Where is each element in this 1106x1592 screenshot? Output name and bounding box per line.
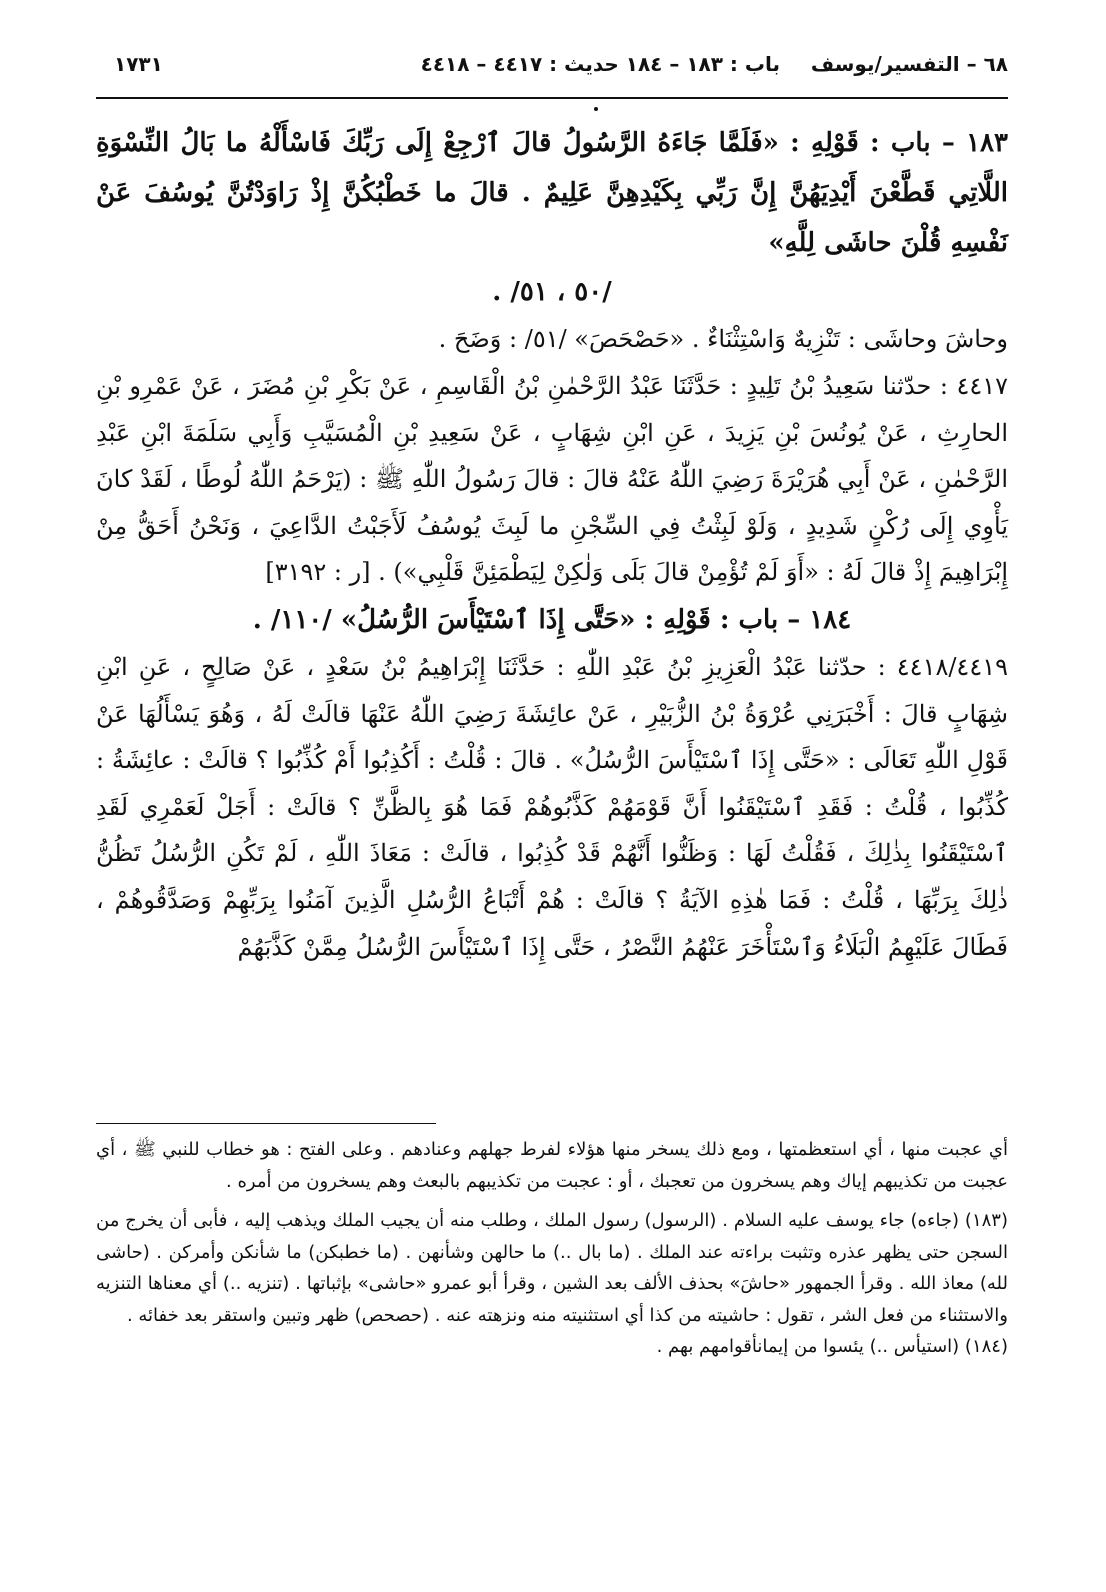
footnote-183: (١٨٣) (جاءه) جاء يوسف عليه السلام . (الرسول) رسول الملك ، وطلب منه أن يجيب الملك ويذهب إليه ، فأبى أن يخرج من السجن حتى يظهر عذره وتثبت براءته عند الملك . (ما بال ..) ما حالهن وشأنهن . (ما خطبكن) ما شأنكن وأمركن . (حاشى لله) معاذ الله . وقرأ الجمهور «حاشَ» بحذف الألف بعد الشين ، وقرأ أبو عمرو «حاشى» بإثباتها . (تنزيه ..) أي معناها التنزيه والاستثناء من فعل الشر ، تقول : حاشيته من كذا أي استثنيته منه ونزهته عنه . (حصحص) ظهر وتبين واستقر بعد خفائه . xyxy=(96,1210,1008,1326)
section-183-heading: ١٨٣ – باب : قَوْلِهِ : «فَلَمَّا جَاءَهُ الرَّسُولُ قالَ ٱرْجِعْ إِلَى رَبِّكَ فَاسْأَلْهُ ما بَالُ النِّسْوَةِ اللَّاتِي قَطَّعْنَ أَيْدِيَهُنَّ إِنَّ رَبِّي بِكَيْدِهِنَّ عَلِيمٌ . قالَ ما خَطْبُكُنَّ إِذْ رَاوَدْتُنَّ يُوسُفَ عَنْ نَفْسِهِ قُلْنَ حاشَى لِلَّهِ» xyxy=(96,128,1008,258)
section-183-verse-ref: /٥٠ ، ٥١/ . xyxy=(492,277,612,307)
section-184-heading: ١٨٤ – باب : قَوْلِهِ : «حَتَّى إِذَا ٱسْتَيْأَسَ الرُّسُلُ» /١١٠/ . xyxy=(252,604,852,635)
hadith-4417: ٤٤١٧ : حدّثنا سَعِيدُ بْنُ تَلِيدٍ : حَدَّثَنَا عَبْدُ الرَّحْمٰنِ بْنُ الْقَاسِمِ ، عَنْ بَكْرِ بْنِ مُضَرَ ، عَنْ عَمْرِو بْنِ الحارِثِ ، عَنْ يُونُسَ بْنِ يَزِيدَ ، عَنِ ابْنِ شِهَابٍ ، عَنْ سَعِيدِ بْنِ الْمُسَيَّبِ وَأَبِي سَلَمَةَ ابْنِ عَبْدِ الرَّحْمٰنِ ، عَنْ أَبِي هُرَيْرَةَ رَضِيَ اللّٰهُ عَنْهُ قالَ : قالَ رَسُولُ اللّٰهِ ﷺ : (يَرْحَمُ اللّٰهُ لُوطًا ، لَقَدْ كانَ يَأْوِي إِلَى رُكْنٍ شَدِيدٍ ، وَلَوْ لَبِثْتُ فِي السِّجْنِ ما لَبِثَ يُوسُفُ لَأَجَبْتُ الدَّاعِيَ ، وَنَحْنُ أَحَقُّ مِنْ إِبْرَاهِيمَ إِذْ قالَ لَهُ : «أَوَ لَمْ تُؤْمِنْ قالَ بَلَى وَلٰكِنْ لِيَطْمَئِنَّ قَلْبِي») . [ر : ٣١٩٢] xyxy=(96,372,1008,587)
footnote-continuation: أي عجبت منها ، أي استعظمتها ، ومع ذلك يسخر منها هؤلاء لفرط جهلهم وعنادهم . وعلى الفتح : هو خطاب للنبي ﷺ ، أي عجبت من تكذيبهم إياك وهم يسخرون من تعجبك ، أو : عجبت من تكذيبهم بالبعث وهم يسخرون من أمره . xyxy=(96,1139,1008,1192)
header-chapter-ref: باب : ١٨٣ – ١٨٤ حديث : ٤٤١٧ – ٤٤١٨ xyxy=(420,52,780,76)
footnote-184: (١٨٤) (استيأس ..) يئسوا من إيمانأقوامهم بهم . xyxy=(656,1336,1008,1357)
header-divider xyxy=(96,97,1008,99)
section-183-gloss: وحاشَ وحاشَى : تَنْزِيهٌ وَاسْتِثْنَاءٌ . «حَصْحَصَ» /٥١/ : وَضَحَ . xyxy=(438,325,1008,353)
ornament-dot xyxy=(594,107,598,111)
hadith-4418: ٤٤١٨/٤٤١٩ : حدّثنا عَبْدُ الْعَزِيزِ بْنُ عَبْدِ اللّٰهِ : حَدَّثَنَا إِبْرَاهِيمُ بْنُ سَعْدٍ ، عَنْ صَالِحٍ ، عَنِ ابْنِ شِهَابٍ قالَ : أَخْبَرَنِي عُرْوَةُ بْنُ الزُّبَيْرِ ، عَنْ عائِشَةَ رَضِيَ اللّٰهُ عَنْهَا قالَتْ لَهُ ، وَهُوَ يَسْأَلُهَا عَنْ قَوْلِ اللّٰهِ تَعَالَى : «حَتَّى إِذَا ٱسْتَيْأَسَ الرُّسُلُ» . قالَ : قُلْتُ : أَكُذِبُوا أَمْ كُذِّبُوا ؟ قالَتْ : عائِشَةُ : كُذِّبُوا ، قُلْتُ : فَقَدِ ٱسْتَيْقَنُوا أَنَّ قَوْمَهُمْ كَذَّبُوهُمْ فَمَا هُوَ بِالظَّنِّ ؟ قالَتْ : أَجَلْ لَعَمْرِي لَقَدِ ٱسْتَيْقَنُوا بِذٰلِكَ ، فَقُلْتُ لَهَا : وَظَنُّوا أَنَّهُمْ قَدْ كُذِبُوا ، قالَتْ : مَعَاذَ اللّٰهِ ، لَمْ تَكُنِ الرُّسُلُ تَظُنُّ ذٰلِكَ بِرَبِّهَا ، قُلْتُ : فَمَا هٰذِهِ الآيَةُ ؟ قالَتْ : هُمْ أَتْبَاعُ الرُّسُلِ الَّذِينَ آمَنُوا بِرَبِّهِمْ وَصَدَّقُوهُمْ ، فَطَالَ عَلَيْهِمُ الْبَلَاءُ وَٱسْتَأْخَرَ عَنْهُمُ النَّصْرُ ، حَتَّى إِذَا ٱسْتَيْأَسَ الرُّسُلُ مِمَّنْ كَذَّبَهُمْ xyxy=(96,652,1008,961)
page-header xyxy=(96,52,1008,92)
footnotes xyxy=(96,1134,1008,1363)
main-text xyxy=(96,118,1008,970)
header-chapter: ٦٨ – التفسير/يوسف xyxy=(810,52,1008,76)
page-number: ١٧٣١ xyxy=(114,52,163,76)
